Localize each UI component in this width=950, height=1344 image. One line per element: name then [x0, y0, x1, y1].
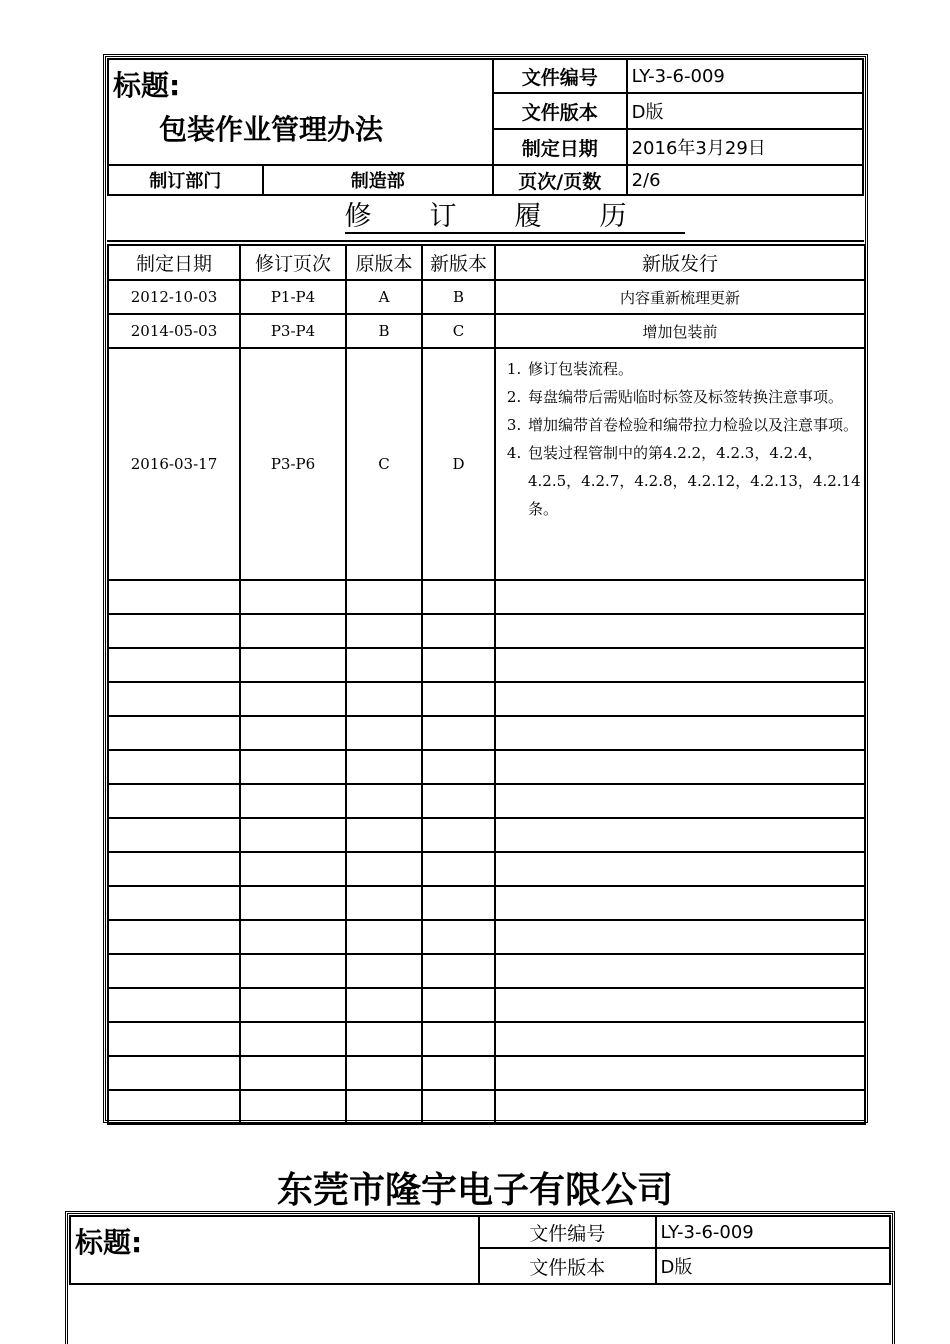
empty-cell — [108, 852, 240, 886]
empty-table-row — [108, 614, 865, 648]
cell-pages: P1-P4 — [240, 280, 346, 314]
empty-table-row — [108, 1056, 865, 1090]
empty-cell — [495, 1056, 865, 1090]
document-header-next — [69, 1215, 891, 1285]
empty-cell — [422, 648, 495, 682]
title-cell — [70, 1216, 479, 1284]
table-row — [108, 314, 865, 348]
date-value: 2016年3月29日 — [627, 129, 863, 165]
cell-new-version: C — [422, 314, 495, 348]
page-label: 页次/页数 — [493, 165, 627, 195]
table-row — [108, 348, 865, 580]
empty-cell — [346, 1022, 422, 1056]
empty-table-row — [108, 818, 865, 852]
cell-description: 内容重新梳理更新 — [495, 280, 865, 314]
col-header-pages: 修订页次 — [240, 245, 346, 280]
empty-cell — [108, 682, 240, 716]
empty-cell — [495, 682, 865, 716]
empty-cell — [495, 818, 865, 852]
empty-cell — [422, 920, 495, 954]
empty-cell — [495, 716, 865, 750]
document-title: 包装作业管理办法 — [159, 113, 384, 146]
empty-cell — [422, 784, 495, 818]
cell-date: 2014-05-03 — [108, 314, 240, 348]
empty-cell — [108, 614, 240, 648]
empty-cell — [346, 682, 422, 716]
empty-cell — [240, 954, 346, 988]
empty-cell — [495, 852, 865, 886]
empty-cell — [422, 1090, 495, 1124]
empty-cell — [108, 716, 240, 750]
empty-table-row — [108, 580, 865, 614]
version-label: 文件版本 — [479, 1248, 656, 1284]
doc-no-value: LY-3-6-009 — [627, 59, 863, 93]
col-header-old-version: 原版本 — [346, 245, 422, 280]
empty-cell — [108, 886, 240, 920]
document-header — [107, 58, 864, 196]
empty-cell — [422, 954, 495, 988]
empty-cell — [240, 920, 346, 954]
empty-table-row — [108, 920, 865, 954]
empty-cell — [240, 818, 346, 852]
empty-cell — [495, 580, 865, 614]
revision-table — [107, 244, 866, 1125]
empty-cell — [346, 818, 422, 852]
revision-history-title: 修订履历 — [107, 195, 864, 242]
doc-no-value: LY-3-6-009 — [656, 1216, 890, 1248]
empty-cell — [495, 1022, 865, 1056]
empty-cell — [495, 750, 865, 784]
cell-date: 2012-10-03 — [108, 280, 240, 314]
cell-old-version: A — [346, 280, 422, 314]
empty-cell — [346, 954, 422, 988]
empty-cell — [346, 1090, 422, 1124]
empty-cell — [422, 580, 495, 614]
empty-cell — [346, 784, 422, 818]
empty-cell — [240, 716, 346, 750]
version-value: D版 — [627, 93, 863, 129]
cell-pages: P3-P6 — [240, 348, 346, 580]
cell-date: 2016-03-17 — [108, 348, 240, 580]
page-value: 2/6 — [627, 165, 863, 195]
empty-cell — [346, 716, 422, 750]
empty-cell — [346, 988, 422, 1022]
empty-cell — [240, 852, 346, 886]
title-label: 标题: — [113, 69, 181, 102]
dept-value: 制造部 — [263, 165, 493, 195]
doc-no-label: 文件编号 — [493, 59, 627, 93]
empty-table-row — [108, 648, 865, 682]
table-row — [108, 280, 865, 314]
empty-cell — [108, 988, 240, 1022]
empty-cell — [346, 852, 422, 886]
empty-cell — [495, 954, 865, 988]
empty-rows — [108, 580, 865, 1124]
empty-cell — [240, 1090, 346, 1124]
empty-cell — [346, 750, 422, 784]
empty-cell — [346, 648, 422, 682]
empty-table-row — [108, 886, 865, 920]
empty-cell — [240, 614, 346, 648]
empty-cell — [495, 614, 865, 648]
col-header-date: 制定日期 — [108, 245, 240, 280]
list-item: 3. 增加编带首卷检验和编带拉力检验以及注意事项。 — [526, 411, 864, 439]
title-label: 标题: — [75, 1226, 143, 1259]
cell-pages: P3-P4 — [240, 314, 346, 348]
empty-cell — [422, 818, 495, 852]
cell-new-version: B — [422, 280, 495, 314]
empty-cell — [495, 784, 865, 818]
empty-cell — [346, 580, 422, 614]
table-header-row — [108, 245, 865, 280]
empty-cell — [108, 1056, 240, 1090]
empty-cell — [108, 1090, 240, 1124]
date-label: 制定日期 — [493, 129, 627, 165]
list-item: 1. 修订包装流程。 — [526, 355, 864, 383]
empty-cell — [240, 784, 346, 818]
col-header-new-version: 新版本 — [422, 245, 495, 280]
empty-cell — [346, 1056, 422, 1090]
empty-cell — [108, 648, 240, 682]
revision-notes-list — [496, 355, 864, 523]
empty-table-row — [108, 988, 865, 1022]
empty-cell — [346, 614, 422, 648]
cell-description — [495, 348, 865, 580]
empty-cell — [240, 682, 346, 716]
empty-cell — [422, 988, 495, 1022]
empty-cell — [240, 750, 346, 784]
empty-cell — [422, 750, 495, 784]
empty-cell — [240, 886, 346, 920]
empty-cell — [240, 1022, 346, 1056]
empty-cell — [346, 920, 422, 954]
list-item: 4. 包装过程管制中的第4.2.2，4.2.3，4.2.4，4.2.5，4.2.7，4.2.8，4.2.12，4.2.13，4.2.14条。 — [526, 439, 864, 523]
cell-old-version: B — [346, 314, 422, 348]
empty-cell — [108, 920, 240, 954]
company-name: 东莞市隆宇电子有限公司 — [276, 1170, 673, 1211]
list-item: 2. 每盘编带后需贴临时标签及标签转换注意事项。 — [526, 383, 864, 411]
empty-cell — [422, 716, 495, 750]
empty-cell — [240, 988, 346, 1022]
empty-table-row — [108, 750, 865, 784]
empty-cell — [495, 886, 865, 920]
empty-cell — [422, 852, 495, 886]
version-label: 文件版本 — [493, 93, 627, 129]
empty-cell — [495, 648, 865, 682]
cell-new-version: D — [422, 348, 495, 580]
empty-table-row — [108, 1022, 865, 1056]
version-value: D版 — [656, 1248, 890, 1284]
cell-old-version: C — [346, 348, 422, 580]
empty-table-row — [108, 784, 865, 818]
empty-cell — [495, 920, 865, 954]
empty-table-row — [108, 1090, 865, 1124]
dept-label: 制订部门 — [108, 165, 263, 195]
empty-table-row — [108, 954, 865, 988]
empty-cell — [422, 886, 495, 920]
empty-cell — [495, 988, 865, 1022]
empty-cell — [240, 1056, 346, 1090]
empty-cell — [108, 818, 240, 852]
empty-cell — [346, 886, 422, 920]
cell-description: 增加包装前 — [495, 314, 865, 348]
empty-cell — [108, 750, 240, 784]
empty-cell — [422, 1056, 495, 1090]
empty-cell — [240, 580, 346, 614]
empty-cell — [108, 954, 240, 988]
empty-cell — [422, 1022, 495, 1056]
empty-cell — [108, 1022, 240, 1056]
empty-table-row — [108, 852, 865, 886]
doc-no-label: 文件编号 — [479, 1216, 656, 1248]
empty-cell — [422, 614, 495, 648]
empty-table-row — [108, 716, 865, 750]
empty-cell — [495, 1090, 865, 1124]
empty-cell — [108, 580, 240, 614]
empty-cell — [240, 648, 346, 682]
empty-cell — [108, 784, 240, 818]
empty-table-row — [108, 682, 865, 716]
col-header-release: 新版发行 — [495, 245, 865, 280]
title-cell — [108, 59, 493, 165]
empty-cell — [422, 682, 495, 716]
